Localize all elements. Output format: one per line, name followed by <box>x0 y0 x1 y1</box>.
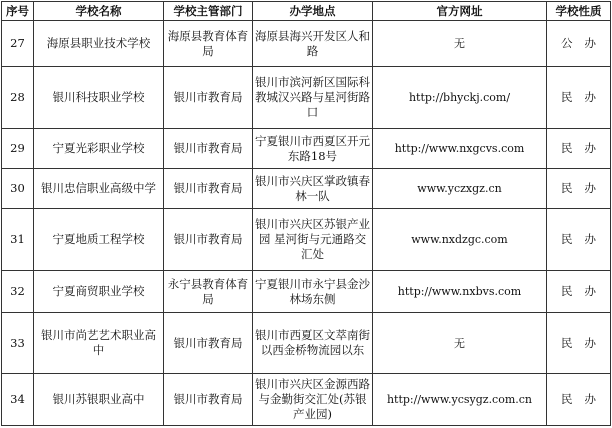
school-name: 宁夏商贸职业学校 <box>34 271 164 313</box>
school-nature: 民办 <box>547 209 611 271</box>
school-nature: 民办 <box>547 67 611 129</box>
school-name: 银川苏银职业高中 <box>34 374 164 426</box>
school-name: 银川市尚艺艺术职业高中 <box>34 313 164 374</box>
header-row <box>2 2 611 21</box>
table-row <box>2 21 611 67</box>
address: 银川市兴庆区掌政镇春林一队 <box>253 169 373 209</box>
website: 无 <box>373 21 547 67</box>
department: 银川市教育局 <box>164 209 253 271</box>
school-name: 宁夏地质工程学校 <box>34 209 164 271</box>
department: 银川市教育局 <box>164 313 253 374</box>
table-row <box>2 313 611 374</box>
row-number: 31 <box>2 209 34 271</box>
table-row <box>2 271 611 313</box>
address: 银川市西夏区文萃南街以西金桥物流园以东 <box>253 313 373 374</box>
department: 银川市教育局 <box>164 169 253 209</box>
table-row <box>2 169 611 209</box>
header-school-nature: 学校性质 <box>547 2 611 21</box>
address: 海原县海兴开发区人和路 <box>253 21 373 67</box>
school-nature: 民办 <box>547 129 611 169</box>
website[interactable]: http://www.nxbvs.com <box>373 271 547 313</box>
row-number: 32 <box>2 271 34 313</box>
website[interactable]: http://www.ycsygz.com.cn <box>373 374 547 426</box>
school-name: 银川忠信职业高级中学 <box>34 169 164 209</box>
school-name: 海原县职业技术学校 <box>34 21 164 67</box>
website[interactable]: http://www.nxgcvs.com <box>373 129 547 169</box>
header-department: 学校主管部门 <box>164 2 253 21</box>
row-number: 29 <box>2 129 34 169</box>
school-nature: 民办 <box>547 313 611 374</box>
school-table <box>1 1 611 426</box>
row-number: 34 <box>2 374 34 426</box>
address: 宁夏银川市西夏区开元东路18号 <box>253 129 373 169</box>
school-nature: 公办 <box>547 21 611 67</box>
table-row <box>2 67 611 129</box>
row-number: 33 <box>2 313 34 374</box>
school-nature: 民办 <box>547 169 611 209</box>
header-no: 序号 <box>2 2 34 21</box>
department: 银川市教育局 <box>164 374 253 426</box>
department: 银川市教育局 <box>164 67 253 129</box>
address: 宁夏银川市永宁县金沙林场东侧 <box>253 271 373 313</box>
website[interactable]: http://bhyckj.com/ <box>373 67 547 129</box>
row-number: 28 <box>2 67 34 129</box>
department: 永宁县教育体育局 <box>164 271 253 313</box>
address: 银川市滨河新区国际科教城汉兴路与星河街路口 <box>253 67 373 129</box>
website: 无 <box>373 313 547 374</box>
header-website: 官方网址 <box>373 2 547 21</box>
school-nature: 民办 <box>547 374 611 426</box>
website[interactable]: www.yczxgz.cn <box>373 169 547 209</box>
department: 海原县教育体育局 <box>164 21 253 67</box>
header-school-name: 学校名称 <box>34 2 164 21</box>
school-nature: 民办 <box>547 271 611 313</box>
row-number: 27 <box>2 21 34 67</box>
table-row <box>2 209 611 271</box>
website[interactable]: www.nxdzgc.com <box>373 209 547 271</box>
address: 银川市兴庆区金源西路与金勤街交汇处(苏银产业园) <box>253 374 373 426</box>
header-address: 办学地点 <box>253 2 373 21</box>
school-name: 银川科技职业学校 <box>34 67 164 129</box>
row-number: 30 <box>2 169 34 209</box>
table-row <box>2 129 611 169</box>
department: 银川市教育局 <box>164 129 253 169</box>
school-name: 宁夏光彩职业学校 <box>34 129 164 169</box>
table-row <box>2 374 611 426</box>
address: 银川市兴庆区苏银产业园 星河街与元通路交汇处 <box>253 209 373 271</box>
